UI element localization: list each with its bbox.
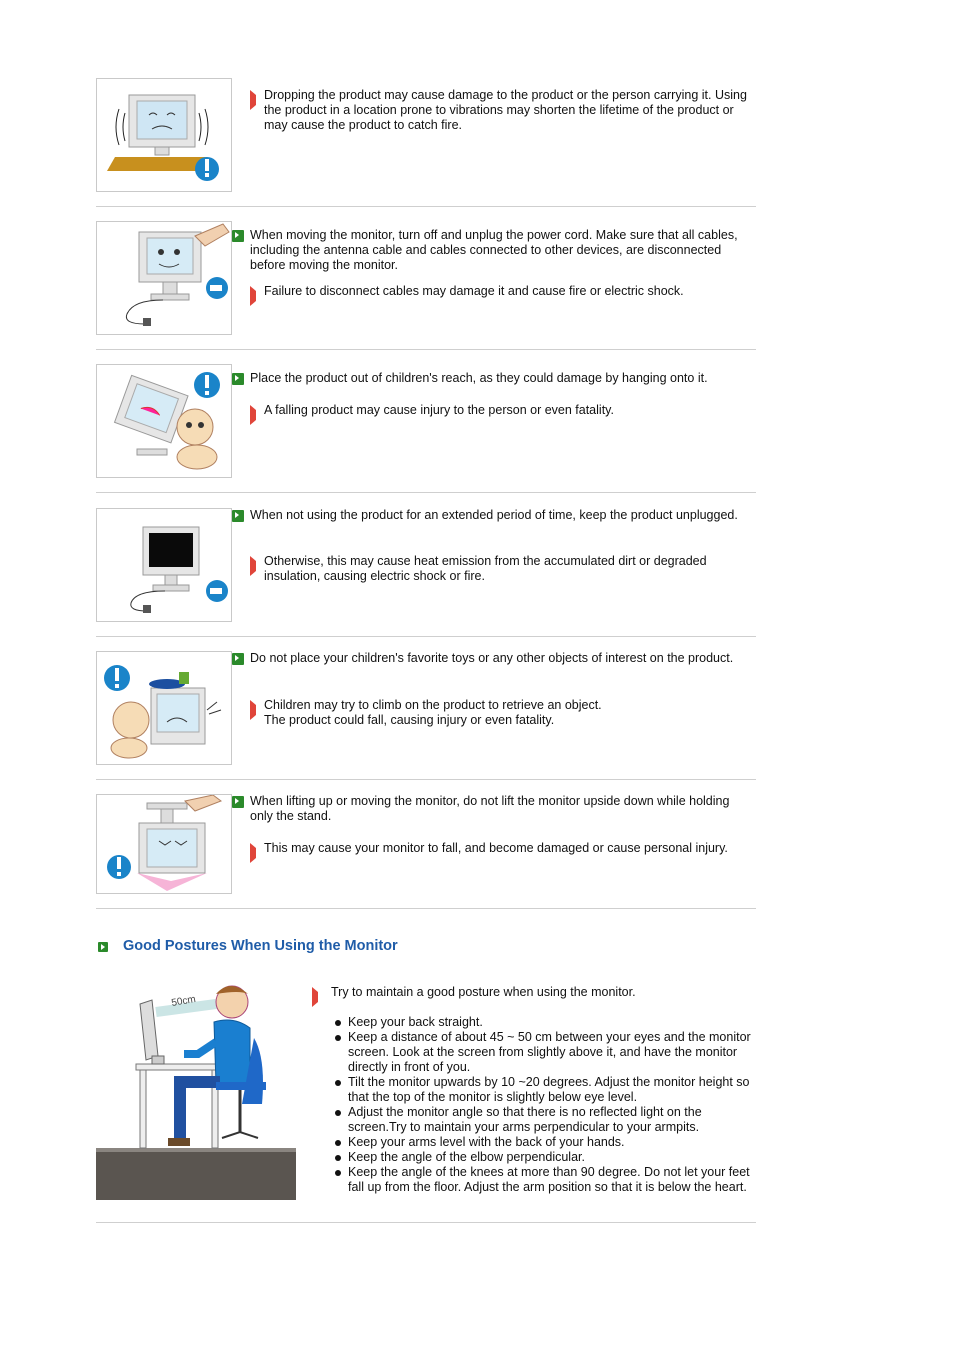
caution-bullet-icon: [232, 510, 244, 522]
list-item: Keep the angle of the knees at more than 90 degree. Do not let your feet fall up from the floor. Adjust the arm position so that it is below the heart.: [334, 1165, 754, 1195]
note-text: Dropping the product may cause damage to the product or the person carrying it. Using the product in a location prone to vibrations may shorten the lifetime of the product or may cause the product to catch fire.: [264, 88, 747, 132]
heading-bullet-icon: [98, 942, 108, 952]
bullet-dot-icon: [335, 1020, 341, 1026]
unplugged-monitor-illustration: [96, 508, 232, 622]
caution-bullet-icon: [232, 373, 244, 385]
divider: [96, 779, 756, 780]
caution-bullet-icon: [232, 230, 244, 242]
list-item: Keep the angle of the elbow perpendicular.: [334, 1150, 754, 1165]
bullet-dot-icon: [335, 1140, 341, 1146]
good-posture-illustration: [96, 982, 296, 1200]
child-monitor-warning-illustration: [96, 364, 232, 478]
divider: [96, 908, 756, 909]
bullet-dot-icon: [335, 1035, 341, 1041]
note-text: Failure to disconnect cables may damage it and cause fire or electric shock.: [264, 284, 684, 298]
arrow-bullet-icon: [312, 987, 328, 1007]
divider: [96, 206, 756, 207]
caution-bullet-icon: [232, 653, 244, 665]
caution-text: When lifting up or moving the monitor, do not lift the monitor upside down while holding only the stand.: [250, 794, 730, 823]
bullet-dot-icon: [335, 1170, 341, 1176]
divider: [96, 1222, 756, 1223]
note-text: This may cause your monitor to fall, and become damaged or cause personal injury.: [264, 841, 728, 855]
note-text: Children may try to climb on the product to retrieve an object. The product could fall, causing injury or even fatality.: [264, 698, 602, 727]
caution-text: When moving the monitor, turn off and unplug the power cord. Make sure that all cables, including the antenna cable and cables connected to other devices, are disconnected before moving the monitor.: [250, 228, 738, 272]
toys-on-monitor-illustration: [96, 651, 232, 765]
caution-text: When not using the product for an extended period of time, keep the product unplugged.: [250, 508, 738, 522]
posture-intro-text: Try to maintain a good posture when using the monitor.: [331, 985, 636, 999]
list-item: Keep your back straight.: [334, 1015, 754, 1030]
list-item: Tilt the monitor upwards by 10 ~20 degrees. Adjust the monitor height so that the top of the monitor is slightly below eye level.: [334, 1075, 754, 1105]
divider: [96, 492, 756, 493]
caution-text: Place the product out of children's reach, as they could damage by hanging onto it.: [250, 371, 708, 385]
caution-text: Do not place your children's favorite toys or any other objects of interest on the product.: [250, 651, 734, 665]
note-text: Otherwise, this may cause heat emission from the accumulated dirt or degraded insulation, causing electric shock or fire.: [264, 554, 707, 583]
list-item: Adjust the monitor angle so that there is no reflected light on the screen.Try to maintain your arms perpendicular to your armpits.: [334, 1105, 754, 1135]
shaking-monitor-warning-illustration: [96, 78, 232, 192]
heading-text: Good Postures When Using the Monitor: [123, 938, 398, 954]
bullet-dot-icon: [335, 1155, 341, 1161]
caution-bullet-icon: [232, 796, 244, 808]
posture-bullet-list: [334, 1015, 754, 1195]
divider: [96, 349, 756, 350]
note-text: A falling product may cause injury to the person or even fatality.: [264, 403, 614, 417]
unplug-monitor-illustration: [96, 221, 232, 335]
list-item: Keep your arms level with the back of your hands.: [334, 1135, 754, 1150]
list-item: Keep a distance of about 45 ~ 50 cm between your eyes and the monitor screen. Look at the screen from slightly above it, and have the monitor directly in front of you.: [334, 1030, 754, 1075]
bullet-dot-icon: [335, 1110, 341, 1116]
divider: [96, 636, 756, 637]
svg-text:50cm: 50cm: [170, 993, 197, 1009]
upside-down-monitor-illustration: [96, 794, 232, 894]
bullet-dot-icon: [335, 1080, 341, 1086]
